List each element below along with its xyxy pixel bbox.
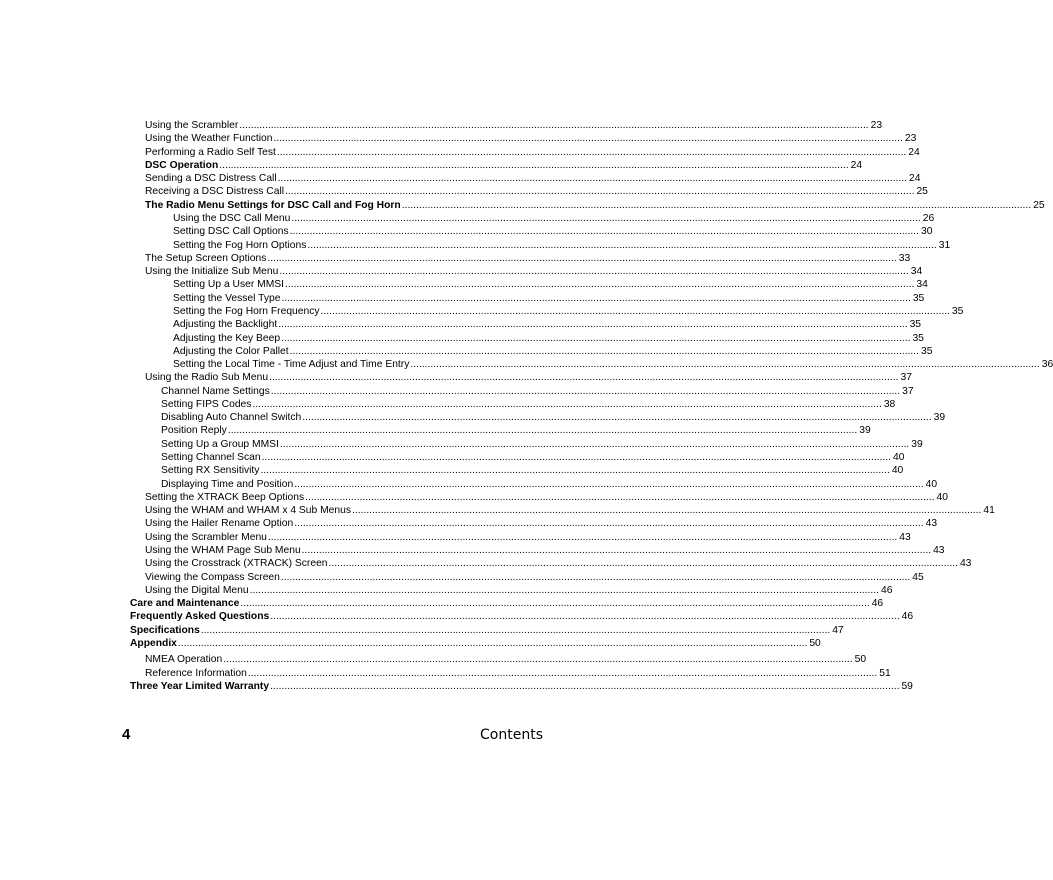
toc-entry-page: 39 — [933, 412, 946, 424]
toc-entry-page: 34 — [910, 266, 923, 278]
toc-entry — [161, 437, 923, 451]
toc-entry — [173, 238, 951, 252]
toc-entry — [161, 384, 914, 398]
toc-leader-dots: ............................................................................................................................................................................................................................ — [278, 319, 908, 331]
toc-leader-dots: ............................................................................................................................................................................................................................ — [302, 412, 932, 424]
toc-entry — [173, 224, 933, 238]
toc-entry-page: 41 — [983, 505, 995, 517]
toc-entry-title: Setting the Local Time - Time Adjust and Time Entry — [173, 359, 410, 370]
toc-leader-dots: ............................................................................................................................................................................................................................ — [279, 438, 910, 450]
toc-entry — [130, 609, 914, 623]
toc-entry-title: Setting the Vessel Type — [173, 292, 281, 304]
toc-leader-dots: ............................................................................................................................................................................................................................ — [252, 398, 882, 410]
toc-leader-dots: ............................................................................................................................................................................................................................ — [291, 213, 921, 224]
toc-entry — [161, 397, 896, 411]
toc-entry-title: Setting Up a Group MMSI — [161, 438, 279, 450]
toc-entry-page: 26 — [922, 213, 935, 224]
toc-entry-page: 40 — [925, 478, 938, 490]
toc-entry — [161, 450, 905, 464]
toc-entry — [145, 543, 945, 557]
toc-entry-title: Reference Information — [145, 667, 247, 679]
toc-leader-dots: ............................................................................................................................................................................................................................ — [227, 425, 858, 437]
toc-entry-title: Appendix — [130, 637, 177, 649]
toc-leader-dots: ............................................................................................................................................................................................................................ — [294, 478, 924, 490]
toc-leader-dots: ............................................................................................................................................................................................................................ — [270, 680, 900, 692]
toc-leader-dots: ............................................................................................................................................................................................................................ — [269, 372, 899, 384]
toc-entry-title: Using the Scrambler — [145, 120, 239, 131]
toc-entry — [145, 503, 995, 517]
toc-entry-title: Displaying Time and Position — [161, 478, 294, 490]
toc-entry — [145, 666, 891, 680]
toc-leader-dots: ............................................................................................................................................................................................................................ — [261, 452, 891, 463]
toc-entry-page: 35 — [912, 292, 925, 304]
toc-entry-page: 46 — [901, 611, 914, 623]
toc-leader-dots: ............................................................................................................................................................................................................................ — [285, 186, 915, 198]
toc-entry-page: 50 — [809, 637, 821, 649]
toc-entry-title: Using the WHAM and WHAM x 4 Sub Menus — [145, 505, 352, 517]
toc-entry — [145, 490, 948, 504]
toc-entry — [173, 344, 933, 358]
toc-entry — [145, 184, 928, 198]
toc-entry-title: Setting the Fog Horn Options — [173, 239, 307, 251]
toc-entry — [145, 530, 911, 544]
toc-entry-title: Three Year Limited Warranty — [130, 680, 270, 692]
toc-entry-title: Adjusting the Backlight — [173, 319, 278, 331]
toc-entry — [145, 171, 921, 185]
toc-entry-title: Care and Maintenance — [130, 598, 240, 610]
toc-entry-title: Using the Scrambler Menu — [145, 531, 267, 543]
toc-entry-title: Using the Weather Function — [145, 133, 273, 145]
toc-entry — [130, 623, 844, 637]
toc-entry-title: Using the Initialize Sub Menu — [145, 266, 279, 278]
toc-leader-dots: ............................................................................................................................................................................................................................ — [305, 491, 935, 503]
toc-entry-page: 50 — [854, 654, 867, 666]
toc-entry-page: 37 — [900, 372, 912, 384]
toc-entry — [145, 198, 1045, 212]
toc-entry — [145, 118, 883, 132]
toc-entry — [145, 556, 972, 570]
toc-entry-title: Using the Digital Menu — [145, 584, 249, 596]
running-footer-title: Contents — [480, 727, 543, 743]
toc-entry-page: 40 — [891, 465, 904, 477]
toc-entry-title: Receiving a DSC Distress Call — [145, 186, 285, 198]
toc-leader-dots: ............................................................................................................................................................................................................................ — [328, 558, 958, 570]
toc-entry — [130, 636, 821, 650]
toc-entry-page: 38 — [883, 398, 896, 410]
toc-entry-title: Channel Name Settings — [161, 385, 270, 397]
toc-leader-dots: ............................................................................................................................................................................................................................ — [352, 505, 982, 517]
toc-entry-page: 25 — [916, 186, 928, 198]
toc-leader-dots: ............................................................................................................................................................................................................................ — [301, 545, 932, 556]
toc-entry-page: 43 — [933, 545, 945, 556]
toc-leader-dots: ............................................................................................................................................................................................................................ — [177, 637, 808, 649]
toc-entry-title: Adjusting the Color Pallet — [173, 345, 289, 357]
toc-entry-title: Using the Hailer Rename Option — [145, 518, 294, 530]
toc-leader-dots: ............................................................................................................................................................................................................................ — [267, 531, 898, 543]
toc-leader-dots: ............................................................................................................................................................................................................................ — [200, 624, 831, 636]
toc-entry-title: Position Reply — [161, 425, 227, 437]
toc-leader-dots: ............................................................................................................................................................................................................................ — [267, 252, 897, 264]
toc-entry-page: 24 — [850, 159, 863, 171]
toc-entry-page: 40 — [936, 491, 948, 503]
toc-leader-dots: ............................................................................................................................................................................................................................ — [281, 332, 911, 344]
toc-entry — [145, 131, 917, 145]
toc-entry-title: Setting the Fog Horn Frequency — [173, 305, 320, 317]
toc-entry-title: The Radio Menu Settings for DSC Call and Fog Horn — [145, 199, 401, 211]
toc-entry — [130, 679, 913, 693]
toc-entry — [145, 264, 923, 278]
toc-entry — [173, 357, 1053, 371]
toc-entry-title: Setting the XTRACK Beep Options — [145, 491, 305, 503]
toc-leader-dots: ............................................................................................................................................................................................................................ — [276, 146, 907, 158]
toc-leader-dots: ............................................................................................................................................................................................................................ — [280, 571, 911, 583]
toc-leader-dots: ............................................................................................................................................................................................................................ — [289, 226, 919, 238]
toc-entry-page: 46 — [880, 584, 893, 596]
toc-leader-dots: ............................................................................................................................................................................................................................ — [307, 239, 937, 251]
toc-entry-page: 24 — [909, 173, 921, 185]
toc-entry — [130, 596, 884, 610]
toc-entry-page: 35 — [921, 345, 933, 357]
toc-leader-dots: ............................................................................................................................................................................................................................ — [285, 279, 915, 291]
toc-entry-page: 43 — [959, 558, 972, 570]
toc-entry — [161, 477, 938, 491]
toc-entry-page: 34 — [916, 279, 928, 291]
toc-entry-page: 39 — [911, 438, 923, 450]
toc-entry-page: 31 — [938, 239, 951, 251]
toc-leader-dots: ............................................................................................................................................................................................................................ — [260, 465, 890, 477]
toc-entry-title: Using the WHAM Page Sub Menu — [145, 545, 301, 556]
toc-entry-title: NMEA Operation — [145, 654, 223, 666]
toc-entry-title: Setting Up a User MMSI — [173, 279, 285, 291]
toc-entry — [173, 331, 924, 345]
toc-entry-page: 23 — [870, 120, 883, 131]
toc-leader-dots: ............................................................................................................................................................................................................................ — [249, 584, 879, 596]
toc-entry — [173, 317, 922, 331]
toc-leader-dots: ............................................................................................................................................................................................................................ — [273, 133, 903, 145]
toc-entry — [173, 291, 925, 305]
toc-entry-title: Using the Crosstrack (XTRACK) Screen — [145, 558, 328, 570]
toc-entry — [161, 463, 904, 477]
toc-entry-page: 43 — [899, 531, 911, 543]
toc-entry-page: 35 — [912, 332, 924, 344]
toc-leader-dots: ............................................................................................................................................................................................................................ — [281, 292, 911, 304]
toc-entry-page: 24 — [908, 146, 920, 158]
toc-entry — [145, 583, 893, 597]
toc-entry-title: Sending a DSC Distress Call — [145, 173, 277, 185]
toc-leader-dots: ............................................................................................................................................................................................................................ — [270, 611, 900, 623]
toc-leader-dots: ............................................................................................................................................................................................................................ — [320, 305, 950, 317]
toc-entry-page: 30 — [921, 226, 933, 238]
toc-entry — [145, 652, 867, 666]
toc-entry — [161, 423, 871, 437]
toc-entry-page: 25 — [1033, 199, 1045, 211]
toc-leader-dots: ............................................................................................................................................................................................................................ — [219, 159, 849, 171]
toc-entry-title: DSC Operation — [145, 159, 219, 171]
toc-entry-title: Setting DSC Call Options — [173, 226, 289, 238]
toc-leader-dots: ............................................................................................................................................................................................................................ — [410, 359, 1040, 370]
toc-entry-title: Performing a Radio Self Test — [145, 146, 276, 158]
toc-entry-page: 36 — [1041, 359, 1053, 370]
toc-entry-title: Disabling Auto Channel Switch — [161, 412, 302, 424]
toc-entry-title: Using the DSC Call Menu — [173, 213, 291, 224]
toc-leader-dots: ............................................................................................................................................................................................................................ — [289, 345, 920, 357]
toc-entry-title: The Setup Screen Options — [145, 252, 267, 264]
toc-entry — [145, 516, 938, 530]
toc-leader-dots: ............................................................................................................................................................................................................................ — [223, 654, 853, 666]
toc-entry — [161, 410, 946, 424]
page-number: 4 — [122, 726, 131, 743]
toc-entry — [145, 145, 920, 159]
toc-entry-title: Setting FIPS Codes — [161, 398, 252, 410]
toc-entry-title: Specifications — [130, 624, 200, 636]
toc-entry-title: Frequently Asked Questions — [130, 611, 270, 623]
toc-entry — [145, 251, 911, 265]
toc-entry-page: 59 — [901, 680, 913, 692]
toc-leader-dots: ............................................................................................................................................................................................................................ — [240, 598, 870, 610]
toc-entry — [173, 277, 928, 291]
toc-entry-page: 39 — [859, 425, 871, 437]
toc-entry-page: 23 — [904, 133, 917, 145]
toc-entry-page: 43 — [925, 518, 938, 530]
toc-entry-page: 47 — [832, 624, 844, 636]
toc-entry-title: Using the Radio Sub Menu — [145, 372, 269, 384]
toc-leader-dots: ............................................................................................................................................................................................................................ — [401, 199, 1032, 211]
toc-leader-dots: ............................................................................................................................................................................................................................ — [294, 518, 924, 530]
toc-entry-page: 33 — [898, 252, 911, 264]
toc-entry-page: 46 — [871, 598, 884, 610]
toc-leader-dots: ............................................................................................................................................................................................................................ — [239, 120, 869, 131]
toc-entry — [145, 158, 863, 172]
toc-entry — [173, 304, 964, 318]
toc-entry-page: 35 — [951, 305, 964, 317]
toc-leader-dots: ............................................................................................................................................................................................................................ — [279, 266, 909, 278]
toc-entry-page: 37 — [902, 385, 914, 397]
toc-entry-page: 45 — [912, 571, 924, 583]
toc-entry — [145, 370, 912, 384]
toc-entry-page: 40 — [893, 452, 905, 463]
toc-entry-title: Viewing the Compass Screen — [145, 571, 280, 583]
toc-entry — [173, 211, 935, 225]
toc-entry-page: 51 — [879, 667, 891, 679]
toc-leader-dots: ............................................................................................................................................................................................................................ — [247, 667, 878, 679]
toc-leader-dots: ............................................................................................................................................................................................................................ — [277, 173, 908, 185]
toc-entry — [145, 570, 924, 584]
toc-entry-title: Adjusting the Key Beep — [173, 332, 281, 344]
toc-leader-dots: ............................................................................................................................................................................................................................ — [270, 385, 901, 397]
toc-entry-page: 35 — [909, 319, 922, 331]
toc-entry-title: Setting RX Sensitivity — [161, 465, 260, 477]
toc-entry-title: Setting Channel Scan — [161, 452, 261, 463]
